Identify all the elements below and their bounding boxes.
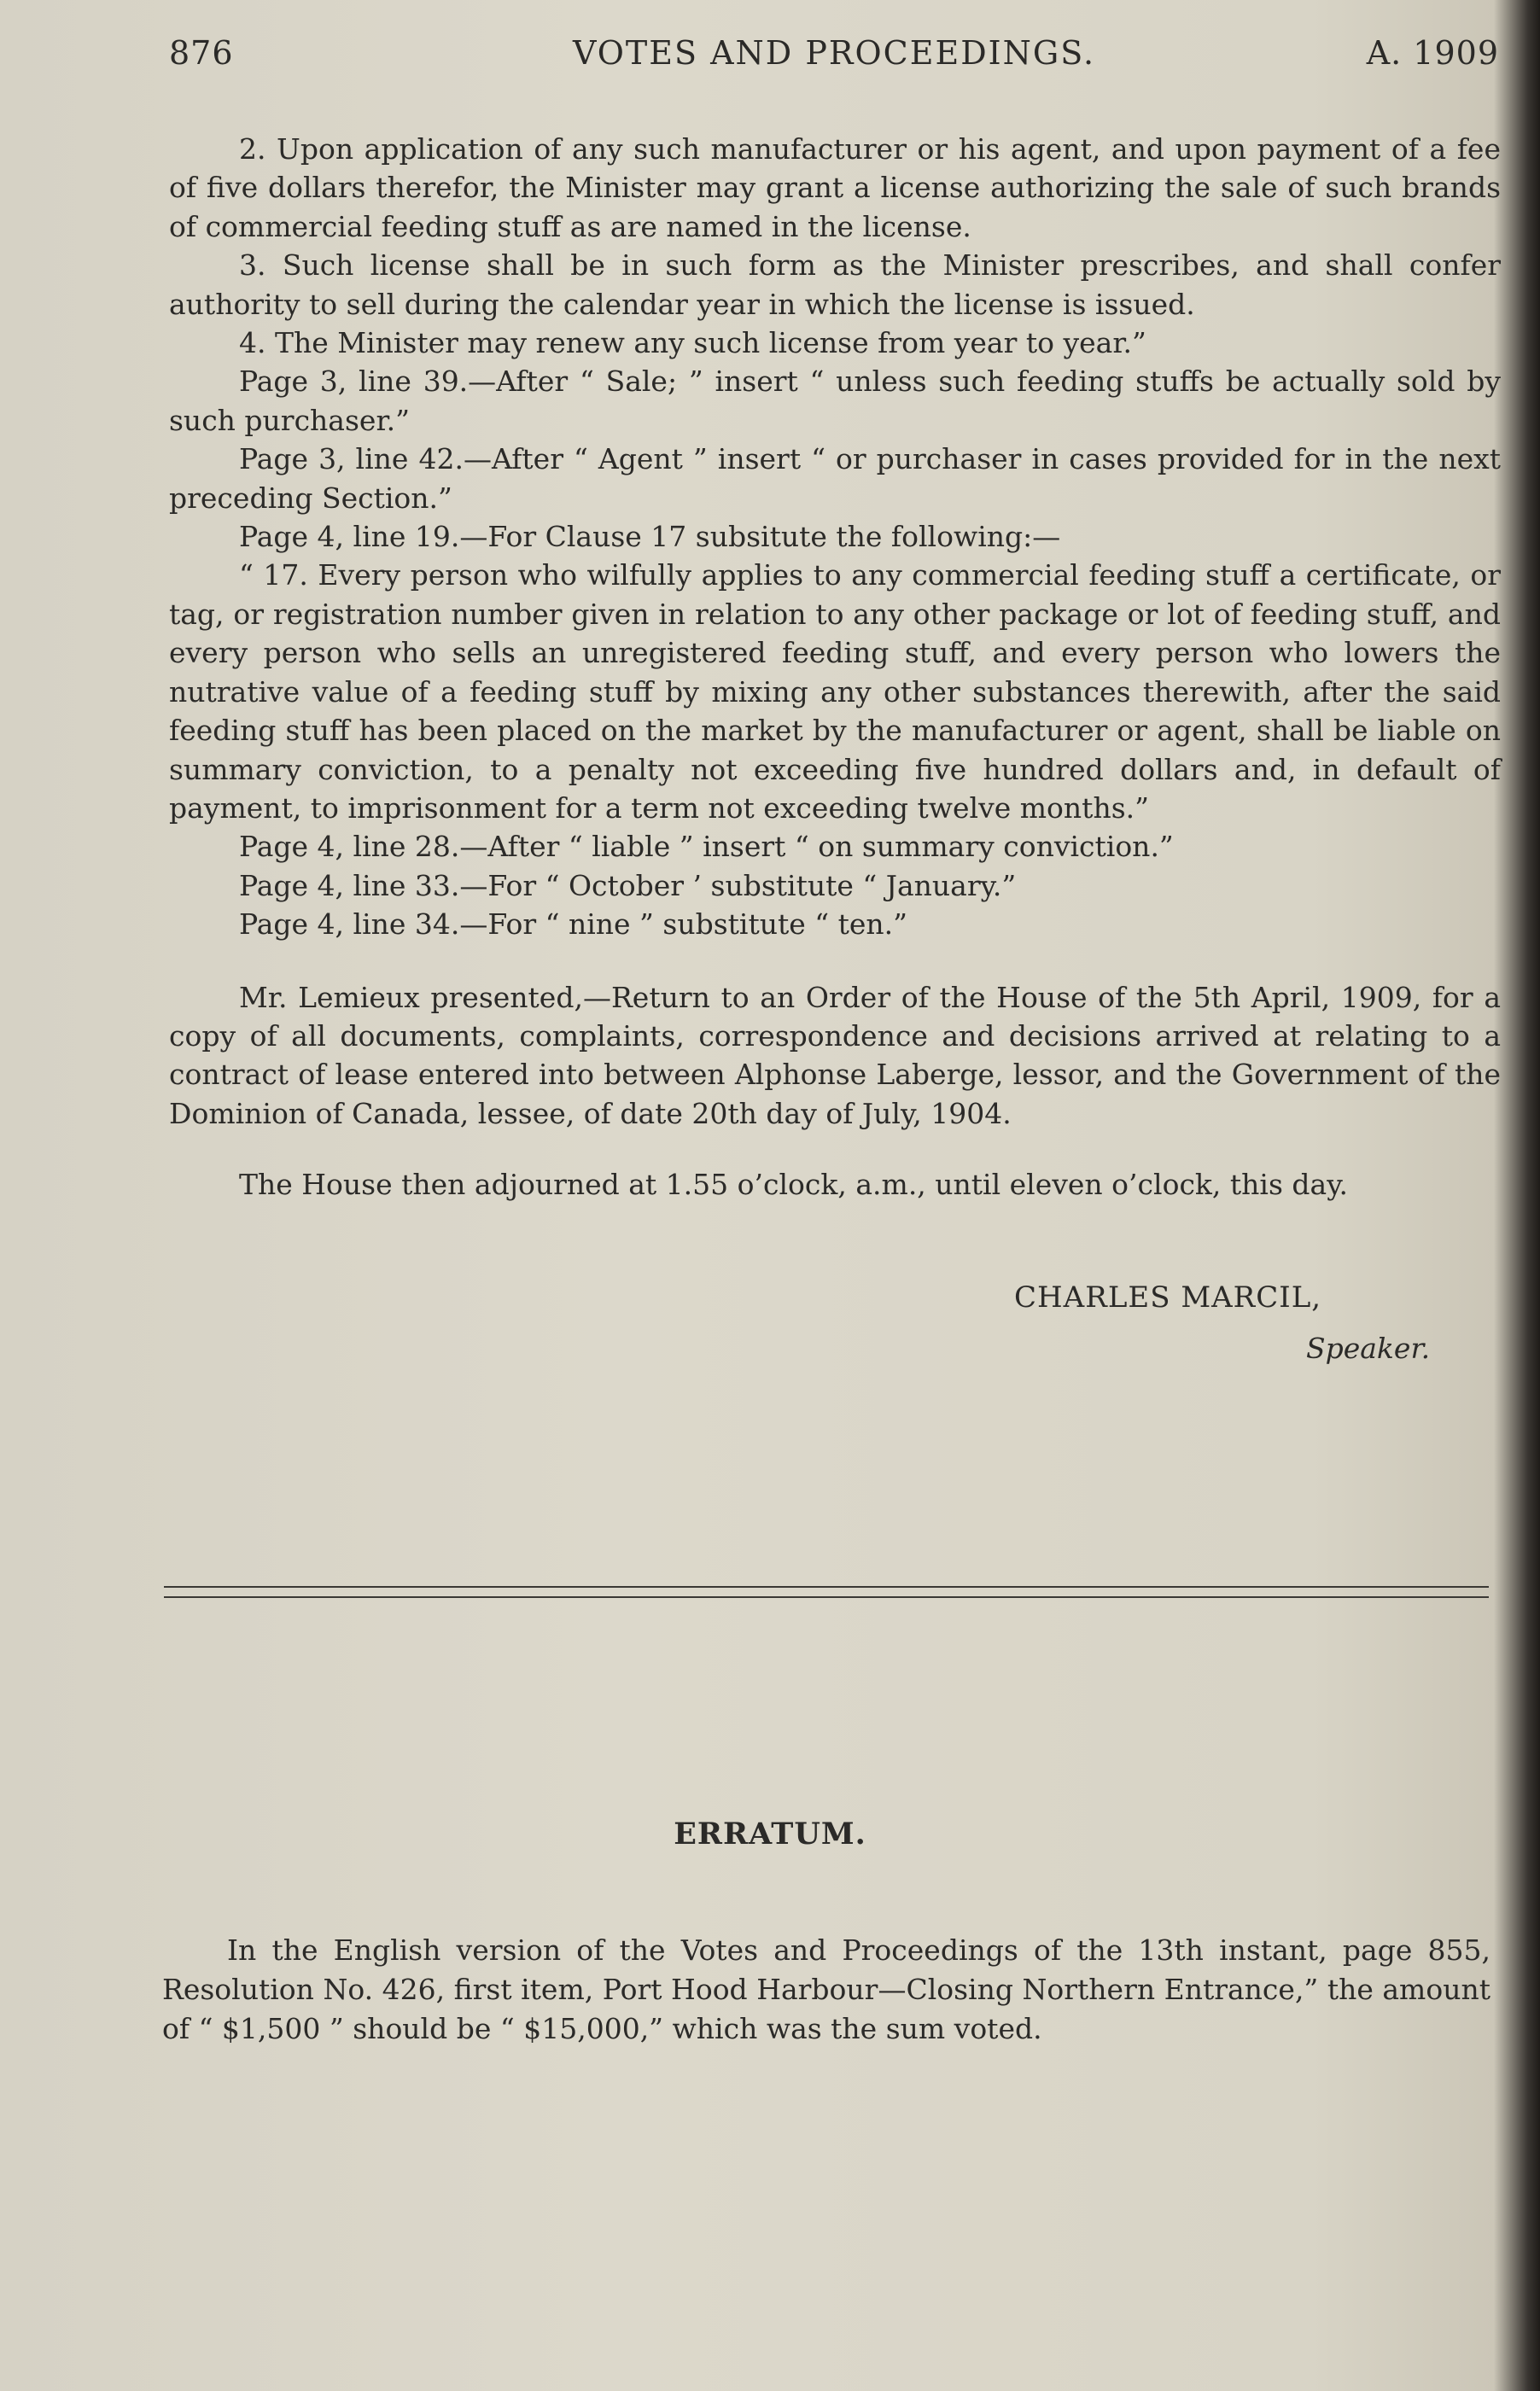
amendment-page3-line42: Page 3, line 42.—After “ Agent ” insert “ or purchaser in cases provided for in the next preceding Section.” [169,442,1501,515]
speaker-title: Speaker. [1306,1332,1431,1365]
amendment-page4-line33: Page 4, line 33.—For “ October ’ substitute “ January.” [239,868,1017,902]
amendment-page4-line28: Page 4, line 28.—After “ liable ” insert “ on summary conviction.” [239,830,1174,864]
erratum-body [162,1931,1490,2049]
running-head [169,34,1499,77]
spacer [169,1133,1501,1165]
adjournment-paragraph: The House then adjourned at 1.55 o’clock, a.m., until eleven o’clock, this day. [239,1168,1348,1202]
clause-17-text: “ 17. Every person who wilfully applies to any commercial feeding stuff a certificate, or tag, or registration number given in relation to any other package or lot of feeding stuff, and every person who sells an unregistered feeding stuff, and every person who lowers the nutrative value of a feeding stuff by mixing any other substances therewith, after the said feeding stuff has been placed on the market by the manufacturer or agent, shall be liable on summary conviction, to a penalty not exceeding five hundred dollars and, in default of payment, to imprisonment for a term not exceeding twelve months.” [169,558,1501,825]
amendment-page3-line39: Page 3, line 39.—After “ Sale; ” insert “ unless such feeding stuffs be actually sold by such purchaser.” [169,364,1501,437]
page-number: 876 [169,34,234,72]
session-year: A. 1909 [1366,34,1499,72]
paragraph-license-form: 3. Such license shall be in such form as the Minister prescribes, and shall confer authority to sell during the calendar year in which the license is issued. [169,248,1501,321]
amendment-page4-line34: Page 4, line 34.—For “ nine ” substitute “ ten.” [239,907,908,942]
spacer [169,944,1501,978]
proceedings-body [169,130,1501,1204]
journal-title: VOTES AND PROCEEDINGS. [572,34,1096,72]
return-presented-paragraph: Mr. Lemieux presented,—Return to an Order of the House of the 5th April, 1909, for a copy of all documents, complaints, correspondence and decisions arrived at relating to a contract of lease entered into between Alphonse Laberge, lessor, and the Government of the Dominion of Canada, lessee, of date 20th day of July, 1904. [169,980,1501,1130]
paragraph-license-renewal: 4. The Minister may renew any such license from year to year.” [239,326,1146,360]
speaker-signature-name: CHARLES MARCIL, [1014,1280,1322,1315]
amendment-page4-line19: Page 4, line 19.—For Clause 17 subsitute the following:— [239,520,1061,554]
erratum-heading: ERRATUM. [674,1817,866,1852]
erratum-text: In the English version of the Votes and Proceedings of the 13th instant, page 855, Resolution No. 426, first item, Port Hood Harbour—Closing Northern Entrance,” the amount of “ $1,500 ” should be “ $15,000,” which was the sum voted. [162,1933,1490,2045]
section-divider-top [164,1586,1489,1588]
paragraph-license-application: 2. Upon application of any such manufacturer or his agent, and upon payment of a fee of five dollars therefor, the Minister may grant a license authorizing the sale of such brands of commercial feeding stuff as are named in the license. [169,132,1501,243]
section-divider-bottom [164,1596,1489,1598]
